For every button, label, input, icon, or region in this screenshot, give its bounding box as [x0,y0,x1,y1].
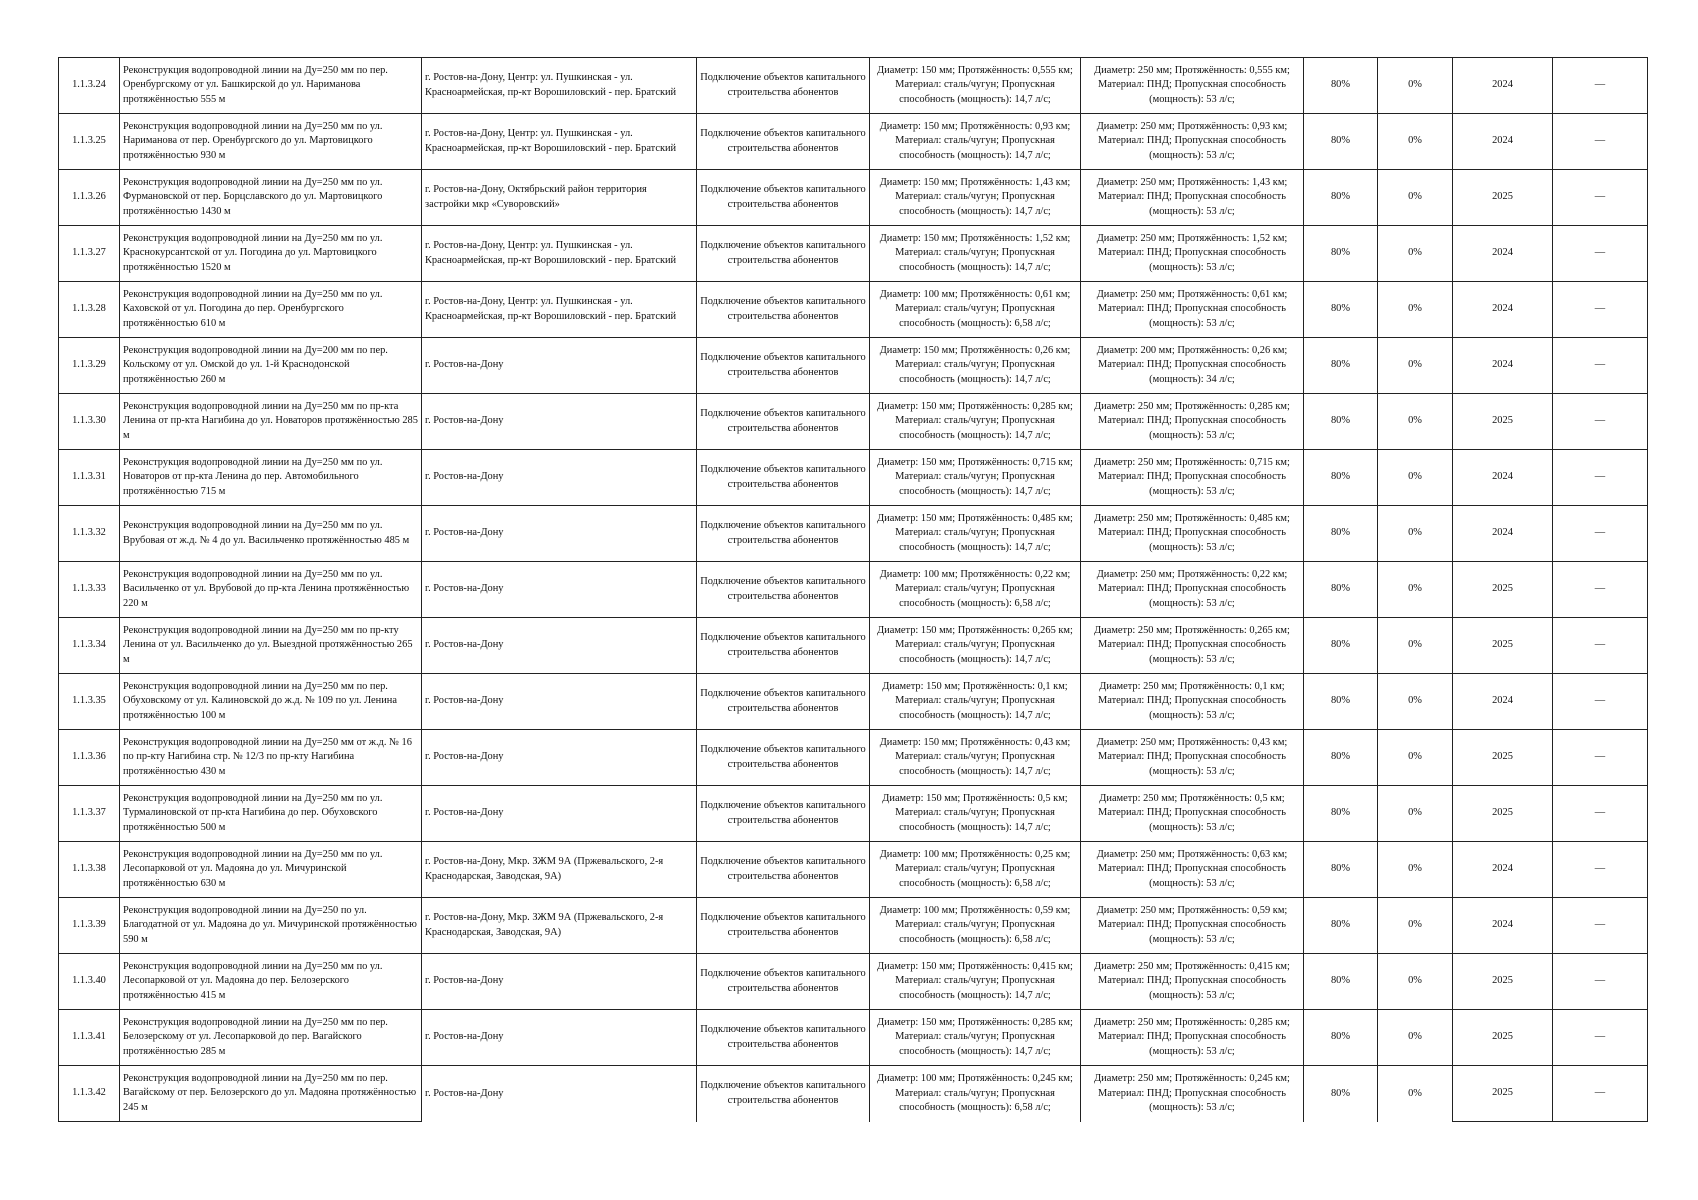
cell-wear-before: 80% [1304,954,1378,1010]
cell-note: — [1553,506,1648,562]
cell-completion-year: 2025 [1453,954,1553,1010]
cell-measure-name: Реконструкция водопроводной линии на Ду=250 мм по пер. Обуховскому от ул. Калиновской до ж.д. № 109 по ул. Ленина протяжённостью 100 м [120,674,422,730]
cell-wear-after: 0% [1378,618,1453,674]
cell-parameters-after: Диаметр: 250 мм; Протяжённость: 0,245 км; Материал: ПНД; Пропускная способность (мощность): 53 л/с; [1081,1066,1304,1122]
cell-parameters-before: Диаметр: 150 мм; Протяжённость: 0,265 км; Материал: сталь/чугун; Пропускная способность (мощность): 14,7 л/с; [870,618,1081,674]
cell-completion-year: 2024 [1453,674,1553,730]
table-row [59,786,1648,842]
cell-row-number: 1.1.3.41 [59,1010,120,1066]
cell-completion-year: 2024 [1453,898,1553,954]
cell-purpose: Подключение объектов капитального строительства абонентов [697,842,870,898]
cell-purpose: Подключение объектов капитального строительства абонентов [697,730,870,786]
cell-wear-after: 0% [1378,450,1453,506]
cell-wear-before: 80% [1304,226,1378,282]
cell-note: — [1553,1010,1648,1066]
cell-row-number: 1.1.3.37 [59,786,120,842]
cell-completion-year: 2025 [1453,562,1553,618]
cell-parameters-before: Диаметр: 150 мм; Протяжённость: 0,5 км; Материал: сталь/чугун; Пропускная способность (мощность): 14,7 л/с; [870,786,1081,842]
cell-measure-name: Реконструкция водопроводной линии на Ду=250 мм по пер. Оренбургскому от ул. Башкирской до ул. Нариманова протяжённостью 555 м [120,58,422,114]
cell-note: — [1553,786,1648,842]
cell-note: — [1553,282,1648,338]
cell-row-number: 1.1.3.26 [59,170,120,226]
cell-row-number: 1.1.3.25 [59,114,120,170]
cell-purpose: Подключение объектов капитального строительства абонентов [697,1010,870,1066]
cell-row-number: 1.1.3.34 [59,618,120,674]
cell-parameters-before: Диаметр: 100 мм; Протяжённость: 0,22 км; Материал: сталь/чугун; Пропускная способность (мощность): 6,58 л/с; [870,562,1081,618]
table-row [59,226,1648,282]
cell-location: г. Ростов-на-Дону [422,506,697,562]
cell-parameters-before: Диаметр: 150 мм; Протяжённость: 0,555 км; Материал: сталь/чугун; Пропускная способность (мощность): 14,7 л/с; [870,58,1081,114]
cell-wear-after: 0% [1378,1010,1453,1066]
cell-row-number: 1.1.3.31 [59,450,120,506]
cell-parameters-after: Диаметр: 250 мм; Протяжённость: 0,715 км; Материал: ПНД; Пропускная способность (мощность): 53 л/с; [1081,450,1304,506]
cell-parameters-after: Диаметр: 250 мм; Протяжённость: 0,265 км; Материал: ПНД; Пропускная способность (мощность): 53 л/с; [1081,618,1304,674]
cell-parameters-after: Диаметр: 250 мм; Протяжённость: 1,52 км; Материал: ПНД; Пропускная способность (мощность): 53 л/с; [1081,226,1304,282]
cell-parameters-after: Диаметр: 250 мм; Протяжённость: 0,285 км; Материал: ПНД; Пропускная способность (мощность): 53 л/с; [1081,1010,1304,1066]
cell-parameters-after: Диаметр: 200 мм; Протяжённость: 0,26 км; Материал: ПНД; Пропускная способность (мощность): 34 л/с; [1081,338,1304,394]
cell-location: г. Ростов-на-Дону, Центр: ул. Пушкинская - ул. Красноармейская, пр-кт Ворошиловский - пер. Братский [422,282,697,338]
cell-measure-name: Реконструкция водопроводной линии на Ду=250 мм по ул. Лесопарковой от ул. Мадояна до пер. Белозерского протяжённостью 415 м [120,954,422,1010]
cell-completion-year: 2024 [1453,506,1553,562]
cell-completion-year: 2025 [1453,618,1553,674]
cell-location: г. Ростов-на-Дону [422,338,697,394]
cell-note: — [1553,114,1648,170]
cell-row-number: 1.1.3.35 [59,674,120,730]
cell-row-number: 1.1.3.36 [59,730,120,786]
table-row [59,618,1648,674]
cell-completion-year: 2025 [1453,394,1553,450]
cell-purpose: Подключение объектов капитального строительства абонентов [697,562,870,618]
cell-parameters-after: Диаметр: 250 мм; Протяжённость: 0,61 км; Материал: ПНД; Пропускная способность (мощность): 53 л/с; [1081,282,1304,338]
cell-parameters-after: Диаметр: 250 мм; Протяжённость: 0,555 км; Материал: ПНД; Пропускная способность (мощность): 53 л/с; [1081,58,1304,114]
cell-measure-name: Реконструкция водопроводной линии на Ду=250 мм по пер. Белозерскому от ул. Лесопарковой до пер. Вагайского протяжённостью 285 м [120,1010,422,1066]
cell-parameters-after: Диаметр: 250 мм; Протяжённость: 0,59 км; Материал: ПНД; Пропускная способность (мощность): 53 л/с; [1081,898,1304,954]
cell-parameters-before: Диаметр: 150 мм; Протяжённость: 0,1 км; Материал: сталь/чугун; Пропускная способность (мощность): 14,7 л/с; [870,674,1081,730]
cell-measure-name: Реконструкция водопроводной линии на Ду=200 мм по пер. Кольскому от ул. Омской до ул. 1-й Краснодонской протяжённостью 260 м [120,338,422,394]
cell-purpose: Подключение объектов капитального строительства абонентов [697,674,870,730]
cell-parameters-before: Диаметр: 150 мм; Протяжённость: 0,43 км; Материал: сталь/чугун; Пропускная способность (мощность): 14,7 л/с; [870,730,1081,786]
cell-parameters-before: Диаметр: 150 мм; Протяжённость: 0,26 км; Материал: сталь/чугун; Пропускная способность (мощность): 14,7 л/с; [870,338,1081,394]
cell-parameters-after: Диаметр: 250 мм; Протяжённость: 0,285 км; Материал: ПНД; Пропускная способность (мощность): 53 л/с; [1081,394,1304,450]
cell-location: г. Ростов-на-Дону, Центр: ул. Пушкинская - ул. Красноармейская, пр-кт Ворошиловский - пер. Братский [422,226,697,282]
cell-parameters-before: Диаметр: 100 мм; Протяжённость: 0,59 км; Материал: сталь/чугун; Пропускная способность (мощность): 6,58 л/с; [870,898,1081,954]
cell-purpose: Подключение объектов капитального строительства абонентов [697,506,870,562]
cell-purpose: Подключение объектов капитального строительства абонентов [697,450,870,506]
cell-measure-name: Реконструкция водопроводной линии на Ду=250 мм по ул. Врубовая от ж.д. № 4 до ул. Васильченко протяжённостью 485 м [120,506,422,562]
cell-note: — [1553,730,1648,786]
cell-parameters-after: Диаметр: 250 мм; Протяжённость: 0,485 км; Материал: ПНД; Пропускная способность (мощность): 53 л/с; [1081,506,1304,562]
cell-wear-after: 0% [1378,842,1453,898]
cell-wear-after: 0% [1378,1066,1453,1122]
cell-wear-before: 80% [1304,506,1378,562]
table-row [59,954,1648,1010]
cell-wear-before: 80% [1304,394,1378,450]
cell-wear-before: 80% [1304,282,1378,338]
cell-wear-before: 80% [1304,170,1378,226]
cell-completion-year: 2024 [1453,226,1553,282]
cell-measure-name: Реконструкция водопроводной линии на Ду=250 мм по ул. Нариманова от пер. Оренбургского до ул. Мартовицкого протяжённостью 930 м [120,114,422,170]
cell-wear-after: 0% [1378,114,1453,170]
cell-parameters-after: Диаметр: 250 мм; Протяжённость: 1,43 км; Материал: ПНД; Пропускная способность (мощность): 53 л/с; [1081,170,1304,226]
cell-wear-before: 80% [1304,114,1378,170]
cell-note: — [1553,58,1648,114]
cell-row-number: 1.1.3.39 [59,898,120,954]
cell-completion-year: 2025 [1453,170,1553,226]
table-row [59,842,1648,898]
cell-completion-year: 2024 [1453,450,1553,506]
cell-parameters-before: Диаметр: 150 мм; Протяжённость: 0,485 км; Материал: сталь/чугун; Пропускная способность (мощность): 14,7 л/с; [870,506,1081,562]
cell-wear-after: 0% [1378,226,1453,282]
cell-purpose: Подключение объектов капитального строительства абонентов [697,226,870,282]
cell-completion-year: 2025 [1453,730,1553,786]
cell-parameters-after: Диаметр: 250 мм; Протяжённость: 0,5 км; Материал: ПНД; Пропускная способность (мощность): 53 л/с; [1081,786,1304,842]
cell-wear-after: 0% [1378,786,1453,842]
cell-purpose: Подключение объектов капитального строительства абонентов [697,338,870,394]
table-row [59,338,1648,394]
table-row [59,674,1648,730]
cell-wear-before: 80% [1304,562,1378,618]
cell-note: — [1553,618,1648,674]
cell-location: г. Ростов-на-Дону [422,1066,697,1122]
cell-measure-name: Реконструкция водопроводной линии на Ду=250 мм по ул. Новаторов от пр-кта Ленина до пер. Автомобильного протяжённостью 715 м [120,450,422,506]
cell-row-number: 1.1.3.32 [59,506,120,562]
investment-program-table [58,57,1648,1122]
cell-note: — [1553,394,1648,450]
cell-wear-after: 0% [1378,338,1453,394]
cell-location: г. Ростов-на-Дону, Мкр. ЗЖМ 9А (Пржевальского, 2-я Краснодарская, Заводская, 9А) [422,898,697,954]
cell-location: г. Ростов-на-Дону [422,450,697,506]
cell-wear-after: 0% [1378,506,1453,562]
cell-parameters-before: Диаметр: 100 мм; Протяжённость: 0,61 км; Материал: сталь/чугун; Пропускная способность (мощность): 6,58 л/с; [870,282,1081,338]
cell-completion-year: 2024 [1453,282,1553,338]
cell-measure-name: Реконструкция водопроводной линии на Ду=250 мм по пр-кту Ленина от ул. Васильченко до ул. Выездной протяжённостью 265 м [120,618,422,674]
cell-location: г. Ростов-на-Дону [422,618,697,674]
cell-wear-before: 80% [1304,1010,1378,1066]
cell-completion-year: 2025 [1453,1066,1553,1122]
cell-location: г. Ростов-на-Дону [422,562,697,618]
cell-row-number: 1.1.3.38 [59,842,120,898]
cell-location: г. Ростов-на-Дону, Октябрьский район территория застройки мкр «Суворовский» [422,170,697,226]
cell-completion-year: 2024 [1453,114,1553,170]
cell-completion-year: 2024 [1453,58,1553,114]
cell-row-number: 1.1.3.29 [59,338,120,394]
cell-note: — [1553,674,1648,730]
table-row [59,450,1648,506]
cell-wear-after: 0% [1378,562,1453,618]
cell-measure-name: Реконструкция водопроводной линии на Ду=250 мм по ул. Краснокурсантской от ул. Погодина до ул. Мартовицкого протяжённостью 1520 м [120,226,422,282]
cell-purpose: Подключение объектов капитального строительства абонентов [697,170,870,226]
table-body [59,58,1648,1122]
table-row [59,114,1648,170]
cell-parameters-after: Диаметр: 250 мм; Протяжённость: 0,63 км; Материал: ПНД; Пропускная способность (мощность): 53 л/с; [1081,842,1304,898]
cell-parameters-before: Диаметр: 150 мм; Протяжённость: 0,715 км; Материал: сталь/чугун; Пропускная способность (мощность): 14,7 л/с; [870,450,1081,506]
cell-purpose: Подключение объектов капитального строительства абонентов [697,898,870,954]
cell-location: г. Ростов-на-Дону [422,394,697,450]
cell-wear-after: 0% [1378,730,1453,786]
cell-note: — [1553,842,1648,898]
cell-wear-before: 80% [1304,898,1378,954]
cell-parameters-before: Диаметр: 150 мм; Протяжённость: 0,93 км; Материал: сталь/чугун; Пропускная способность (мощность): 14,7 л/с; [870,114,1081,170]
cell-wear-after: 0% [1378,954,1453,1010]
cell-note: — [1553,954,1648,1010]
cell-row-number: 1.1.3.24 [59,58,120,114]
cell-wear-before: 80% [1304,1066,1378,1122]
cell-wear-before: 80% [1304,786,1378,842]
cell-purpose: Подключение объектов капитального строительства абонентов [697,114,870,170]
cell-purpose: Подключение объектов капитального строительства абонентов [697,394,870,450]
cell-wear-before: 80% [1304,338,1378,394]
cell-row-number: 1.1.3.40 [59,954,120,1010]
cell-note: — [1553,226,1648,282]
cell-parameters-before: Диаметр: 150 мм; Протяжённость: 0,415 км; Материал: сталь/чугун; Пропускная способность (мощность): 14,7 л/с; [870,954,1081,1010]
cell-location: г. Ростов-на-Дону, Центр: ул. Пушкинская - ул. Красноармейская, пр-кт Ворошиловский - пер. Братский [422,114,697,170]
cell-row-number: 1.1.3.42 [59,1066,120,1122]
table-row [59,562,1648,618]
cell-purpose: Подключение объектов капитального строительства абонентов [697,618,870,674]
cell-parameters-after: Диаметр: 250 мм; Протяжённость: 0,22 км; Материал: ПНД; Пропускная способность (мощность): 53 л/с; [1081,562,1304,618]
cell-purpose: Подключение объектов капитального строительства абонентов [697,282,870,338]
cell-parameters-before: Диаметр: 100 мм; Протяжённость: 0,245 км; Материал: сталь/чугун; Пропускная способность (мощность): 6,58 л/с; [870,1066,1081,1122]
cell-wear-after: 0% [1378,898,1453,954]
table-row [59,898,1648,954]
cell-purpose: Подключение объектов капитального строительства абонентов [697,1066,870,1122]
cell-measure-name: Реконструкция водопроводной линии на Ду=250 по ул. Благодатной от ул. Мадояна до ул. Мичуринской протяжённостью 590 м [120,898,422,954]
cell-purpose: Подключение объектов капитального строительства абонентов [697,786,870,842]
cell-row-number: 1.1.3.28 [59,282,120,338]
cell-completion-year: 2024 [1453,338,1553,394]
cell-location: г. Ростов-на-Дону [422,1010,697,1066]
cell-parameters-after: Диаметр: 250 мм; Протяжённость: 0,93 км; Материал: ПНД; Пропускная способность (мощность): 53 л/с; [1081,114,1304,170]
cell-note: — [1553,170,1648,226]
cell-wear-after: 0% [1378,394,1453,450]
cell-completion-year: 2025 [1453,1010,1553,1066]
cell-parameters-before: Диаметр: 150 мм; Протяжённость: 1,52 км; Материал: сталь/чугун; Пропускная способность (мощность): 14,7 л/с; [870,226,1081,282]
table-row [59,58,1648,114]
cell-measure-name: Реконструкция водопроводной линии на Ду=250 мм по ул. Фурмановской от пер. Борцславского до ул. Мартовицкого протяжённостью 1430 м [120,170,422,226]
table-row [59,282,1648,338]
cell-note: — [1553,898,1648,954]
cell-location: г. Ростов-на-Дону, Центр: ул. Пушкинская - ул. Красноармейская, пр-кт Ворошиловский - пер. Братский [422,58,697,114]
cell-wear-before: 80% [1304,730,1378,786]
cell-wear-after: 0% [1378,58,1453,114]
cell-completion-year: 2024 [1453,842,1553,898]
cell-measure-name: Реконструкция водопроводной линии на Ду=250 мм по ул. Турмалиновской от пр-кта Нагибина до пер. Обуховского протяжённостью 500 м [120,786,422,842]
cell-location: г. Ростов-на-Дону [422,954,697,1010]
cell-measure-name: Реконструкция водопроводной линии на Ду=250 мм по пр-кта Ленина от пр-кта Нагибина до ул. Новаторов протяжённостью 285 м [120,394,422,450]
cell-location: г. Ростов-на-Дону [422,786,697,842]
cell-wear-before: 80% [1304,450,1378,506]
table-row [59,394,1648,450]
cell-note: — [1553,1066,1648,1122]
cell-parameters-before: Диаметр: 150 мм; Протяжённость: 0,285 км; Материал: сталь/чугун; Пропускная способность (мощность): 14,7 л/с; [870,394,1081,450]
cell-parameters-before: Диаметр: 150 мм; Протяжённость: 0,285 км; Материал: сталь/чугун; Пропускная способность (мощность): 14,7 л/с; [870,1010,1081,1066]
cell-parameters-after: Диаметр: 250 мм; Протяжённость: 0,1 км; Материал: ПНД; Пропускная способность (мощность): 53 л/с; [1081,674,1304,730]
cell-measure-name: Реконструкция водопроводной линии на Ду=250 мм от ж.д. № 16 по пр-кту Нагибина стр. № 12/3 по пр-кту Нагибина протяжённостью 430 м [120,730,422,786]
cell-wear-after: 0% [1378,674,1453,730]
cell-purpose: Подключение объектов капитального строительства абонентов [697,58,870,114]
cell-measure-name: Реконструкция водопроводной линии на Ду=250 мм по ул. Каховской от ул. Погодина до пер. Оренбургского протяжённостью 610 м [120,282,422,338]
cell-wear-before: 80% [1304,58,1378,114]
cell-parameters-before: Диаметр: 150 мм; Протяжённость: 1,43 км; Материал: сталь/чугун; Пропускная способность (мощность): 14,7 л/с; [870,170,1081,226]
cell-wear-before: 80% [1304,618,1378,674]
cell-location: г. Ростов-на-Дону [422,730,697,786]
cell-parameters-after: Диаметр: 250 мм; Протяжённость: 0,415 км; Материал: ПНД; Пропускная способность (мощность): 53 л/с; [1081,954,1304,1010]
cell-wear-before: 80% [1304,674,1378,730]
cell-parameters-after: Диаметр: 250 мм; Протяжённость: 0,43 км; Материал: ПНД; Пропускная способность (мощность): 53 л/с; [1081,730,1304,786]
cell-wear-before: 80% [1304,842,1378,898]
cell-location: г. Ростов-на-Дону, Мкр. ЗЖМ 9А (Пржевальского, 2-я Краснодарская, Заводская, 9А) [422,842,697,898]
table-row [59,170,1648,226]
cell-note: — [1553,338,1648,394]
cell-measure-name: Реконструкция водопроводной линии на Ду=250 мм по ул. Лесопарковой от ул. Мадояна до ул. Мичуринской протяжённостью 630 м [120,842,422,898]
cell-note: — [1553,450,1648,506]
cell-location: г. Ростов-на-Дону [422,674,697,730]
cell-row-number: 1.1.3.30 [59,394,120,450]
cell-note: — [1553,562,1648,618]
cell-wear-after: 0% [1378,282,1453,338]
cell-purpose: Подключение объектов капитального строительства абонентов [697,954,870,1010]
table-row [59,506,1648,562]
cell-row-number: 1.1.3.27 [59,226,120,282]
cell-measure-name: Реконструкция водопроводной линии на Ду=250 мм по ул. Васильченко от ул. Врубовой до пр-кта Ленина протяжённостью 220 м [120,562,422,618]
cell-row-number: 1.1.3.33 [59,562,120,618]
table-row [59,1066,1648,1122]
table-row [59,1010,1648,1066]
table-row [59,730,1648,786]
cell-wear-after: 0% [1378,170,1453,226]
cell-completion-year: 2025 [1453,786,1553,842]
cell-measure-name: Реконструкция водопроводной линии на Ду=250 мм по пер. Вагайскому от пер. Белозерского до ул. Мадояна протяжённостью 245 м [120,1066,422,1122]
cell-parameters-before: Диаметр: 100 мм; Протяжённость: 0,25 км; Материал: сталь/чугун; Пропускная способность (мощность): 6,58 л/с; [870,842,1081,898]
